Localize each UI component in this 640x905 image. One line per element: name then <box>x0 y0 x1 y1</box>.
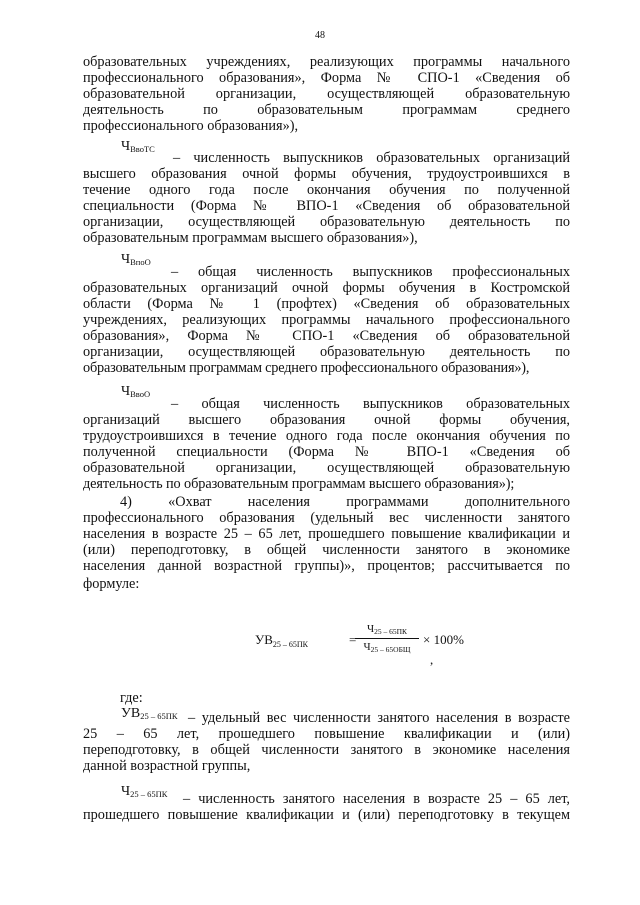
text-line: формуле: <box>83 576 140 592</box>
text-line: профессионального образования (удельный вес численности занятого <box>83 510 570 526</box>
formula-denominator: Ч25 – 65ОБЩ <box>363 641 411 654</box>
text-line: образовательных учреждениях, реализующих программы начального <box>83 54 570 70</box>
text-line: организаций высшего образования очной формы обучения, <box>83 412 570 428</box>
symbol-ch-vvo-tc: ЧВвоТС <box>121 139 155 154</box>
text-line: образовательным программам среднего профессионального образования»), <box>83 360 530 376</box>
symbol-ch-vvo-o: ЧВвоО <box>121 384 151 399</box>
page-number: 48 <box>315 30 325 41</box>
text-line: специальности (Форма № ВПО-1 «Сведения об образовательной <box>83 198 570 214</box>
text-line: области (Форма № 1 (профтех) «Сведения об образовательных <box>83 296 570 312</box>
text-line: трудоустроившихся в течение одного года после окончания обучения по <box>83 428 570 444</box>
text-line: 4) «Охват населения программами дополнительного <box>120 494 570 510</box>
text-line: прошедшего повышение квалификации и (или) переподготовку в текущем <box>83 807 570 823</box>
text-line: образовательных организаций очной формы обучения в Костромской <box>83 280 570 296</box>
text-line: учреждениях, реализующих программы начального профессионального <box>83 312 570 328</box>
text-line: профессионального образования»), <box>83 118 299 134</box>
symbol-uv: УВ25 – 65ПК <box>121 706 178 721</box>
text-line: образования», Форма № СПО-1 «Сведения об образовательной <box>83 328 570 344</box>
text-line: полученной специальности (Форма № ВПО-1 «Сведения об <box>83 444 570 460</box>
text-line: деятельность по образовательным программам высшего образования»); <box>83 476 515 492</box>
symbol-ch-vpo-o: ЧВпоО <box>121 252 151 267</box>
fraction-bar <box>355 638 419 639</box>
text-line: образовательной организации, осуществляющей образовательную <box>83 86 570 102</box>
text-line: образовательным программам высшего образования»), <box>83 230 418 246</box>
text-line: (или) переподготовку, в общей численности занятого в экономике <box>83 542 570 558</box>
text-line: высшего образования очной формы обучения, трудоустроившихся в <box>83 166 570 182</box>
text-line: – численность занятого населения в возрасте 25 – 65 лет, <box>183 791 570 807</box>
text-line: населения данной возрастной группы)», процентов; рассчитывается по <box>83 558 570 574</box>
text-line: – общая численность выпускников образовательных <box>171 396 570 412</box>
text-line: деятельность по образовательным программам среднего <box>83 102 570 118</box>
formula-equals: = <box>349 632 357 647</box>
formula-fraction <box>355 622 419 655</box>
text-line: 25 – 65 лет, прошедшего повышение квалификации и (или) <box>83 726 570 742</box>
text-line: – численность выпускников образовательных организаций <box>173 150 570 166</box>
text-line: профессионального образования», Форма № СПО-1 «Сведения об <box>83 70 570 86</box>
formula-numerator: Ч25 – 65ПК <box>366 623 408 636</box>
symbol-ch-pk: Ч25 – 65ПК <box>121 784 168 799</box>
text-line: образовательной организации, осуществляющей образовательную <box>83 460 570 476</box>
text-line: организации, осуществляющей образовательную деятельность по <box>83 214 570 230</box>
text-line: где: <box>120 690 143 706</box>
text-line: данной возрастной группы, <box>83 758 251 774</box>
text-line: населения в возрасте 25 – 65 лет, прошедшего повышение квалификации и <box>83 526 570 542</box>
formula-lhs: $УВ_{25 - 65ПК}$ <box>255 632 308 649</box>
text-line: организации, осуществляющей образовательную деятельность по <box>83 344 570 360</box>
formula-comma: , <box>430 652 434 667</box>
text-line: течение одного года после окончания обучения по полученной <box>83 182 570 198</box>
formula-multiplier: × 100% <box>423 632 464 647</box>
text-line: переподготовку, в общей численности занятого в экономике населения <box>83 742 570 758</box>
text-line: – удельный вес численности занятого населения в возрасте <box>188 710 570 726</box>
text-line: – общая численность выпускников профессиональных <box>171 264 570 280</box>
